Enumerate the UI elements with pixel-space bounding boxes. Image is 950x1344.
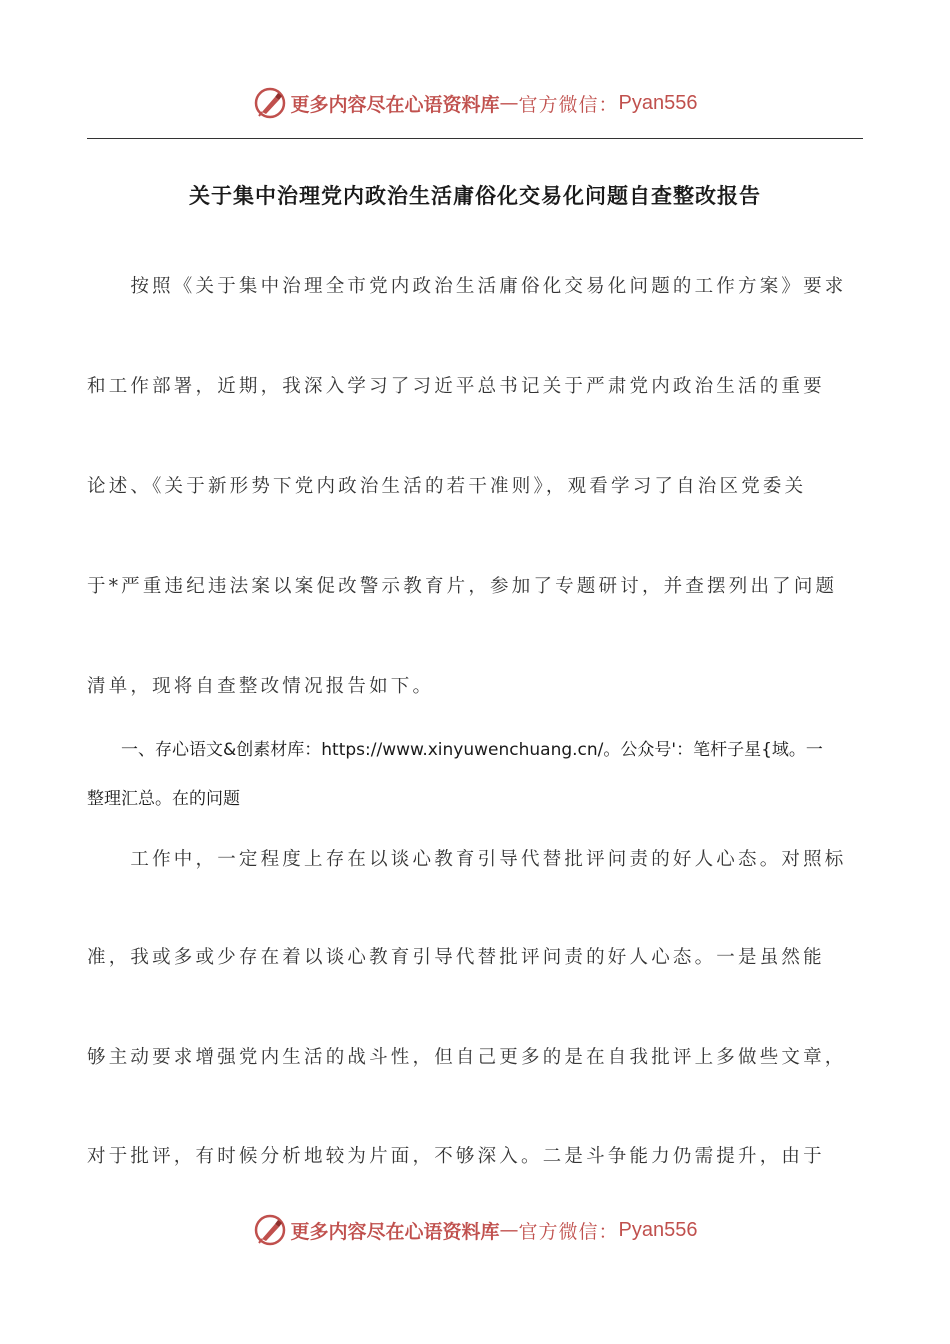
body-line: 整理汇总。在的问题 bbox=[87, 789, 240, 809]
footer-official-label: 官方微信： bbox=[518, 1220, 619, 1243]
document-title: 关于集中治理党内政治生活庸俗化交易化问题自查整改报告 bbox=[189, 183, 761, 208]
header-brand-text: 更多内容尽在心语资料库 bbox=[290, 93, 500, 116]
body-line: 论述、《关于新形势下党内政治生活的若干准则》，观看学习了自治区党委关 bbox=[87, 476, 807, 497]
footer-banner bbox=[0, 1210, 950, 1250]
pen-nib-circle-icon bbox=[253, 86, 287, 120]
header-banner bbox=[0, 83, 950, 123]
footer-wechat-id: Pyan556 bbox=[618, 1218, 698, 1241]
footer-brand-text: 更多内容尽在心语资料库 bbox=[290, 1220, 500, 1243]
body-line: 清单，现将自查整改情况报告如下。 bbox=[87, 676, 435, 697]
body-line: 和工作部署，近期，我深入学习了习近平总书记关于严肃党内政治生活的重要 bbox=[87, 376, 825, 397]
header-divider bbox=[87, 138, 863, 139]
header-official-label: 官方微信： bbox=[518, 93, 619, 116]
footer-separator: — bbox=[499, 1219, 519, 1241]
body-line: 对于批评，有时候分析地较为片面，不够深入。二是斗争能力仍需提升，由于 bbox=[87, 1146, 825, 1167]
body-line: 按照《关于集中治理全市党内政治生活庸俗化交易化问题的工作方案》要求 bbox=[87, 276, 847, 297]
header-wechat-id: Pyan556 bbox=[618, 91, 698, 114]
body-line: 于*严重违纪违法案以案促改警示教育片，参加了专题研讨，并查摆列出了问题 bbox=[87, 576, 838, 597]
body-line: 准，我或多或少存在着以谈心教育引导代替批评问责的好人心态。一是虽然能 bbox=[87, 947, 825, 968]
pen-nib-circle-icon bbox=[253, 1213, 287, 1247]
header-separator: — bbox=[499, 92, 519, 114]
body-line: 够主动要求增强党内生活的战斗性，但自己更多的是在自我批评上多做些文章， bbox=[87, 1047, 847, 1068]
body-line: 工作中，一定程度上存在以谈心教育引导代替批评问责的好人心态。对照标 bbox=[87, 849, 847, 870]
body-line: 一、存心语文&创素材库：https://www.xinyuwenchuang.cn/。公众号'：笔杆子星{域。一 bbox=[87, 740, 823, 760]
